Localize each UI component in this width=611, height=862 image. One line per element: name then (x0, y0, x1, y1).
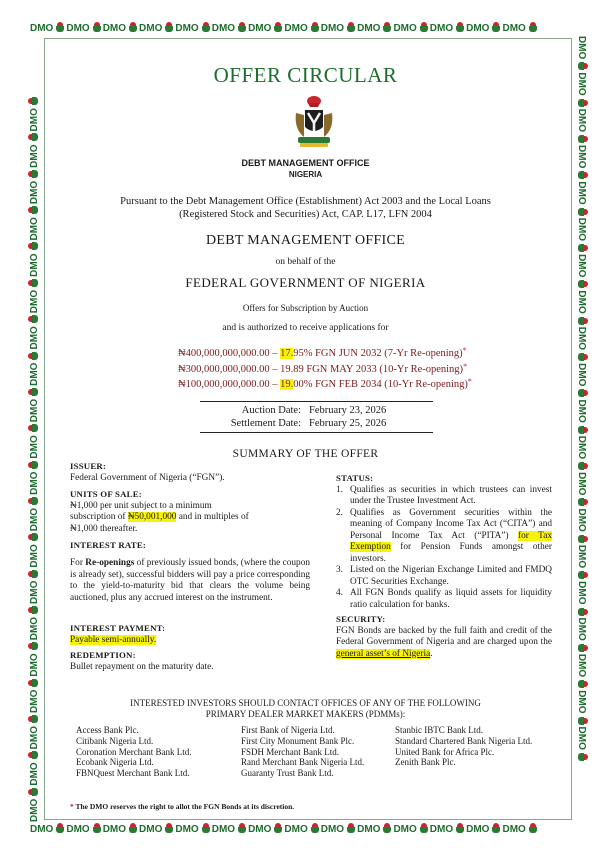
coat-of-arms-icon (578, 98, 588, 108)
list-item: Stanbic IBTC Bank Ltd. (395, 725, 483, 735)
bond-amount: ₦400,000,000,000.00 – (178, 348, 281, 359)
coat-of-arms-icon (28, 96, 38, 106)
border-dmo-text: DMO (429, 23, 454, 34)
tax-exemption-highlight: for Tax Exemption (350, 530, 552, 552)
border-dmo-text: DMO (502, 23, 526, 34)
border-dmo-text: DMO (576, 181, 587, 205)
list-item: 4. All FGN Bonds qualify as liquid assets for liquidity ratio calculation for banks. (336, 588, 552, 610)
border-dmo-text: DMO (29, 689, 40, 713)
border-dmo-text: DMO (576, 254, 587, 278)
list-item: Standard Chartered Bank Nigeria Ltd. (395, 735, 533, 746)
coat-of-arms-icon (28, 496, 38, 506)
coat-of-arms-icon (578, 461, 588, 471)
coat-of-arms-icon (491, 22, 501, 32)
border-dmo-text: DMO (320, 23, 345, 34)
border-dmo-text: DMO (29, 616, 40, 641)
coat-of-arms-icon (92, 22, 102, 32)
border-dmo-text: DMO (248, 23, 272, 34)
coat-of-arms-icon (419, 22, 429, 32)
interest-payment-section (70, 623, 310, 646)
border-dmo-text: DMO (576, 399, 587, 423)
coat-of-arms-icon (578, 752, 588, 762)
list-item: FBNQuest Merchant Bank Ltd. (76, 768, 190, 779)
coat-of-arms-icon (528, 22, 538, 32)
coat-of-arms-icon (201, 823, 211, 833)
dealers-heading-line-1: INTERESTED INVESTORS SHOULD CONTACT OFFICES OF ANY OF THE FOLLOWING (130, 698, 481, 708)
coat-of-arms-icon (310, 823, 320, 833)
section-text: Payable semi-annually. (70, 634, 157, 645)
coat-of-arms-icon (578, 497, 588, 507)
bond-footnote-mark: * (462, 346, 467, 355)
list-item: Access Bank Plc. (76, 725, 139, 735)
coat-of-arms-icon (578, 643, 588, 653)
pursuant-statement (110, 195, 501, 221)
coat-of-arms-icon (288, 93, 340, 149)
border-dmo-text: DMO (357, 824, 381, 835)
coat-of-arms-icon (55, 22, 65, 32)
dealer-column-2 (241, 725, 364, 779)
general-assets-highlight: general asset’s of Nigeria (336, 648, 431, 659)
list-item: Coronation Merchant Bank Ltd. (76, 746, 192, 757)
border-dmo-text: DMO (29, 289, 40, 314)
coat-of-arms-icon (28, 569, 38, 579)
minimum-subscription-highlight: ₦50,001,000 (127, 512, 177, 522)
coat-of-arms-icon (28, 641, 38, 651)
border-dmo-text: DMO (576, 690, 587, 714)
border-bottom (30, 823, 581, 837)
status-list (336, 485, 552, 612)
border-dmo-text: DMO (102, 824, 127, 835)
coat-of-arms-icon (578, 352, 588, 362)
border-dmo-text: DMO (429, 824, 454, 835)
section-heading: SECURITY: (336, 614, 386, 624)
summary-heading: SUMMARY OF THE OFFER (232, 448, 379, 460)
list-item: 1. Qualifies as securities in which trustees can invest under the Trustee Investment Act. (336, 484, 552, 506)
coat-of-arms-icon (28, 605, 38, 615)
offers-text: Offers for Subscription by Auction (242, 303, 369, 313)
coat-of-arms-icon (578, 679, 588, 689)
dealer-column-3 (395, 725, 532, 768)
coat-of-arms-icon (578, 570, 588, 580)
authorized-text: and is authorized to receive applications for (222, 323, 389, 333)
coat-of-arms-icon (237, 22, 247, 32)
coat-of-arms-icon (578, 607, 588, 617)
border-dmo-text: DMO (29, 180, 40, 205)
border-dmo-text: DMO (576, 508, 587, 532)
bond-rate: 00% (293, 379, 313, 390)
coat-of-arms-icon (382, 22, 392, 32)
coat-of-arms-icon (28, 787, 38, 797)
border-dmo-text: DMO (357, 23, 381, 34)
border-dmo-text: DMO (576, 435, 587, 460)
border-dmo-text: DMO (320, 824, 345, 835)
border-dmo-text: DMO (393, 824, 417, 835)
interest-rate-section (70, 540, 310, 552)
border-dmo-text: DMO (576, 653, 587, 678)
border-dmo-text: DMO (66, 824, 90, 835)
coat-of-arms-icon (491, 823, 501, 833)
list-item: FSDH Merchant Bank Ltd. (241, 746, 339, 757)
list-item: United Bank for Africa Plc. (395, 746, 495, 757)
divider (200, 432, 433, 433)
coat-of-arms-icon (55, 823, 65, 833)
border-dmo-text: DMO (29, 326, 40, 350)
list-item: Ecobank Nigeria Ltd. (76, 757, 154, 768)
org-country: NIGERIA (288, 170, 323, 179)
border-dmo-text: DMO (211, 824, 236, 835)
list-item: Zenith Bank Plc. (395, 757, 456, 768)
auction-date-label: Auction Date: (241, 405, 301, 416)
list-item: Rand Merchant Bank Nigeria Ltd. (241, 757, 365, 768)
issuer-heading: DEBT MANAGEMENT OFFICE (206, 233, 405, 248)
on-behalf-text: on behalf of the (275, 257, 336, 267)
issuer-section (70, 461, 310, 484)
border-dmo-text: DMO (102, 23, 127, 34)
list-item: 3. Listed on the Nigerian Exchange Limited and FMDQ OTC Securities Exchange. (336, 565, 552, 587)
list-item: Citibank Nigeria Ltd. (76, 735, 154, 746)
bond-rate-highlight: 17. (280, 348, 294, 359)
border-dmo-text: DMO (29, 580, 40, 604)
settlement-date-label: Settlement Date: (230, 418, 301, 429)
section-text: subscription of ₦50,001,000 and in multiples of (70, 512, 249, 522)
border-dmo-text: DMO (29, 217, 40, 241)
border-dmo-text: DMO (30, 824, 54, 835)
border-dmo-text: DMO (576, 145, 587, 169)
footnote-mark: * (70, 802, 74, 811)
border-dmo-text: DMO (576, 472, 587, 496)
border-dmo-text: DMO (393, 23, 417, 34)
dealers-heading-line-2: PRIMARY DEALER MARKET MAKERS (PDMMs): (205, 709, 406, 719)
coat-of-arms-icon (28, 678, 38, 688)
coat-of-arms-icon (578, 388, 588, 398)
coat-of-arms-icon (28, 132, 38, 142)
section-heading: ISSUER: (70, 461, 107, 471)
border-dmo-text: DMO (248, 824, 272, 835)
border-dmo-text: DMO (175, 23, 199, 34)
coat-of-arms-icon (164, 823, 174, 833)
coat-of-arms-icon (28, 460, 38, 470)
bond-offer (178, 376, 518, 392)
footnote-text: The DMO reserves the right to allot the FGN Bonds at its discretion. (73, 802, 295, 811)
bond-rate-highlight: 19. (280, 379, 294, 390)
coat-of-arms-icon (346, 823, 356, 833)
border-dmo-text: DMO (284, 824, 308, 835)
border-dmo-text: DMO (284, 23, 308, 34)
settlement-date-value: February 25, 2026 (309, 418, 387, 429)
coat-of-arms-icon (578, 534, 588, 544)
border-dmo-text: DMO (29, 362, 40, 386)
coat-of-arms-icon (346, 22, 356, 32)
border-dmo-text: DMO (29, 471, 40, 495)
border-dmo-text: DMO (466, 824, 490, 835)
border-dmo-text: DMO (502, 824, 526, 835)
coat-of-arms-icon (128, 823, 138, 833)
government-heading: FEDERAL GOVERNMENT OF NIGERIA (185, 275, 426, 290)
coat-of-arms-icon (273, 823, 283, 833)
divider (200, 401, 433, 402)
org-name: DEBT MANAGEMENT OFFICE (241, 158, 370, 168)
border-dmo-text: DMO (576, 726, 587, 750)
coat-of-arms-icon (310, 22, 320, 32)
pursuant-line-1: Pursuant to the Debt Management Office (Establishment) Act 2003 and the Local Loans (120, 196, 491, 207)
section-heading: REDEMPTION: (70, 650, 136, 660)
bond-offer (178, 345, 518, 361)
border-dmo-text: DMO (29, 544, 40, 568)
coat-of-arms-icon (92, 823, 102, 833)
border-dmo-text: DMO (29, 762, 40, 786)
list-item: Guaranty Trust Bank Ltd. (241, 768, 334, 779)
bond-footnote-mark: * (463, 361, 468, 371)
border-dmo-text: DMO (576, 544, 587, 569)
dealers-heading (0, 698, 611, 720)
border-dmo-text: DMO (466, 23, 490, 34)
coat-of-arms-icon (28, 351, 38, 361)
bond-offer-list (178, 345, 518, 392)
coat-of-arms-icon (28, 387, 38, 397)
status-section (336, 473, 552, 611)
border-dmo-text: DMO (576, 36, 587, 60)
border-dmo-text: DMO (576, 326, 587, 351)
border-dmo-text: DMO (29, 253, 40, 277)
bond-description: FGN JUN 2032 (7-Yr Re-opening) (312, 348, 463, 359)
coat-of-arms-icon (528, 823, 538, 833)
bond-offer (178, 361, 518, 377)
border-dmo-text: DMO (576, 581, 587, 605)
list-item: First Bank of Nigeria Ltd. (241, 725, 335, 735)
coat-of-arms-icon (28, 750, 38, 760)
section-text: ₦1,000 per unit subject to a minimum (70, 500, 212, 511)
list-item: 2. Qualifies as Government securities within the meaning of Company Income Tax Act (“CITA”) and Personal Income Tax Act (“PITA”) for Tax Exemption for Pension Funds amongst other investors. (336, 507, 552, 564)
bond-amount: ₦100,000,000,000.00 – (178, 379, 281, 390)
border-dmo-text: DMO (66, 23, 90, 34)
section-heading: INTEREST PAYMENT: (70, 623, 166, 633)
border-dmo-text: DMO (29, 653, 40, 677)
border-dmo-text: DMO (175, 824, 199, 835)
page-title: OFFER CIRCULAR (213, 63, 398, 87)
coat-of-arms-icon (578, 207, 588, 217)
bond-amount: ₦300,000,000,000.00 – (178, 363, 281, 375)
border-dmo-text: DMO (576, 72, 587, 96)
coat-of-arms-icon (419, 823, 429, 833)
border-dmo-text: DMO (576, 217, 587, 242)
border-dmo-text: DMO (576, 617, 587, 641)
section-text: Bullet repayment on the maturity date. (70, 661, 214, 672)
bond-footnote-mark: * (467, 377, 472, 386)
border-dmo-text: DMO (29, 507, 40, 532)
coat-of-arms-icon (237, 823, 247, 833)
section-text: ₦1,000 thereafter. (70, 523, 138, 534)
coat-of-arms-icon (128, 22, 138, 32)
border-dmo-text: DMO (29, 725, 40, 750)
border-dmo-text: DMO (576, 108, 587, 133)
security-section: SECURITY: FGN Bonds are backed by the full faith and credit of the Federal Government of Nigeria and are charged upon the general asset’s of Nigeria. (336, 614, 552, 659)
coat-of-arms-icon (455, 22, 465, 32)
section-heading: UNITS OF SALE: (70, 489, 142, 499)
border-dmo-text: DMO (576, 363, 587, 387)
auction-date-value: February 23, 2026 (309, 405, 387, 416)
units-section (70, 489, 310, 535)
section-text: Federal Government of Nigeria (“FGN”). (70, 472, 225, 483)
border-dmo-text: DMO (576, 290, 587, 314)
redemption-section (70, 650, 310, 673)
footnote (70, 802, 294, 811)
border-dmo-text: DMO (211, 23, 236, 34)
list-item: First City Monument Bank Plc. (241, 735, 355, 746)
bond-rate: 95% (293, 348, 313, 359)
coat-of-arms-icon (28, 532, 38, 542)
coat-of-arms-icon (578, 134, 588, 144)
border-top (30, 22, 581, 36)
border-dmo-text: DMO (29, 398, 40, 423)
section-heading: INTEREST RATE: (70, 540, 147, 550)
coat-of-arms-icon (201, 22, 211, 32)
border-dmo-text: DMO (139, 23, 163, 34)
dealer-column-1 (76, 725, 191, 779)
border-dmo-text: DMO (29, 144, 40, 168)
border-dmo-text: DMO (30, 23, 54, 34)
coat-of-arms-icon (28, 205, 38, 215)
border-dmo-text: DMO (29, 798, 40, 822)
coat-of-arms-icon (382, 823, 392, 833)
border-dmo-text: DMO (29, 435, 40, 459)
bond-rate: 19.89 (280, 363, 304, 375)
bond-description: FGN FEB 2034 (10-Yr Re-opening) (312, 379, 468, 390)
border-dmo-text: DMO (29, 108, 40, 132)
bond-description: FGN MAY 2033 (10-Yr Re-opening) (303, 363, 464, 375)
coat-of-arms-icon (273, 22, 283, 32)
pursuant-line-2: (Registered Stock and Securities) Act, CAP. L17, LFN 2004 (179, 209, 432, 220)
coat-of-arms-icon (455, 823, 465, 833)
interest-rate-text: For Re-openings of previously issued bonds, (where the coupon is already set), successful bidders will pay a price corresponding to the yield-to-maturity bid that clears the volume being auctioned, plus any accrued interest on the instrument. (70, 558, 310, 603)
section-heading: STATUS: (336, 473, 374, 483)
border-dmo-text: DMO (139, 824, 163, 835)
coat-of-arms-icon (164, 22, 174, 32)
